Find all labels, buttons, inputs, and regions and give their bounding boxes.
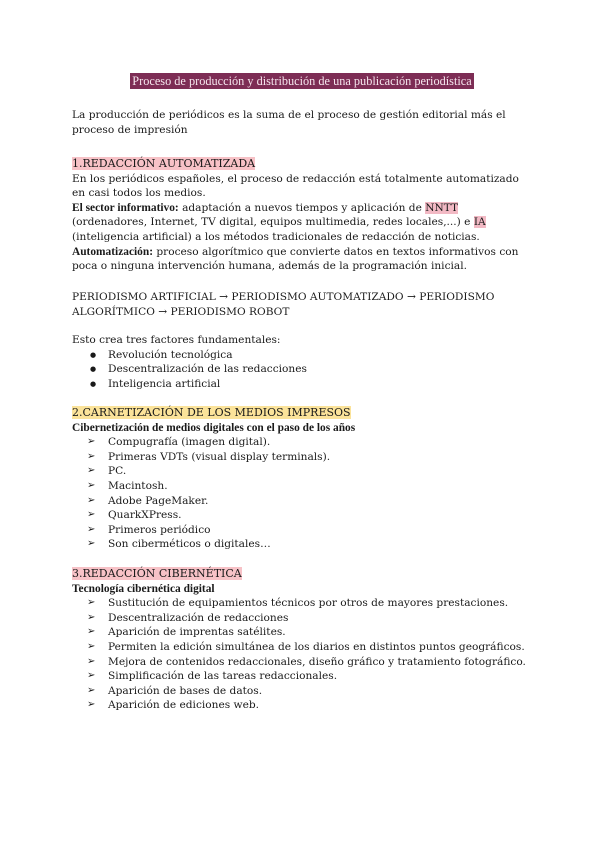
intro-paragraph [72,108,532,137]
section-2-subheading: Cibernetización de medios digitales con el paso de los años [72,421,356,434]
sector-label: El sector informativo: [72,201,179,214]
ia-highlight: IA [473,216,486,229]
section-3-heading: 3.REDACCIÓN CIBERNÉTICA [72,567,242,580]
list-item: ➢ Aparición de bases de datos. [72,684,532,699]
section-1-sector-paragraph [72,201,532,245]
factors-list [72,348,532,392]
list-item: ➢ Aparición de ediciones web. [72,698,532,713]
list-item: ➢ Simplificación de las tareas redaccionales. [72,669,532,684]
section-1-line1: En los periódicos españoles, el proceso de redacción está totalmente automatizado en casi todos los medios. [72,172,519,200]
list-item: ➢ Mejora de contenidos redaccionales, diseño gráfico y tratamiento fotográfico. [72,655,532,670]
section-2 [72,406,532,552]
list-item: ➢ Son ciberméticos o digitales… [72,537,532,552]
section-1 [72,157,532,274]
list-item: ➢ QuarkXPress. [72,508,532,523]
sector-text-b: (ordenadores, Internet, TV digital, equipos multimedia, redes locales,...) e [72,216,474,229]
list-item: ➢ Primeras VDTs (visual display terminals). [72,450,532,465]
sector-text-c: (inteligencia artificial) a los métodos tradicionales de redacción de noticias. [72,230,480,243]
nntt-highlight: NNTT [425,201,459,214]
factors-intro: Esto crea tres factores fundamentales: [72,334,281,346]
title-block [72,74,532,90]
list-item: ● Revolución tecnológica [72,348,532,363]
list-item: ➢ Primeros periódico [72,523,532,538]
list-item: ● Inteligencia artificial [72,377,532,392]
list-item: ➢ Permiten la edición simultánea de los diarios en distintos puntos geográficos. [72,640,532,655]
list-item: ➢ PC. [72,464,532,479]
list-item: ➢ Adobe PageMaker. [72,494,532,509]
section-2-heading: 2.CARNETIZACIÓN DE LOS MEDIOS IMPRESOS [72,406,351,419]
chain-text: PERIODISMO ARTIFICIAL → PERIODISMO AUTOMATIZADO → PERIODISMO ALGORÍTMICO → PERIODISMO ROBOT [72,291,495,318]
sector-text-a: adaptación a nuevos tiempos y aplicación de [178,201,426,214]
journalism-chain [72,290,532,319]
list-item: ➢ Sustitución de equipamientos técnicos por otros de mayores prestaciones. [72,596,532,611]
list-item: ● Descentralización de las redacciones [72,362,532,377]
section-3-subheading: Tecnología cibernética digital [72,582,215,595]
section-2-list [72,435,532,552]
page-title: Proceso de producción y distribución de una publicación periodística [132,74,472,88]
auto-label: Automatización: [72,245,153,258]
factors-block [72,333,532,391]
section-1-auto-paragraph [72,245,532,274]
list-item: ➢ Aparición de imprentas satélites. [72,625,532,640]
list-item: ➢ Macintosh. [72,479,532,494]
auto-text: proceso algorítmico que convierte datos en textos informativos con poca o ninguna intervención humana, además de la programación inicial. [72,245,519,273]
list-item: ➢ Descentralización de redacciones [72,611,532,626]
section-3-list [72,596,532,713]
section-1-heading: 1.REDACCIÓN AUTOMATIZADA [72,157,256,170]
list-item: ➢ Compugrafía (imagen digital). [72,435,532,450]
section-3 [72,567,532,713]
intro-text: La producción de periódicos es la suma de el proceso de gestión editorial más el proceso de impresión [72,109,506,136]
